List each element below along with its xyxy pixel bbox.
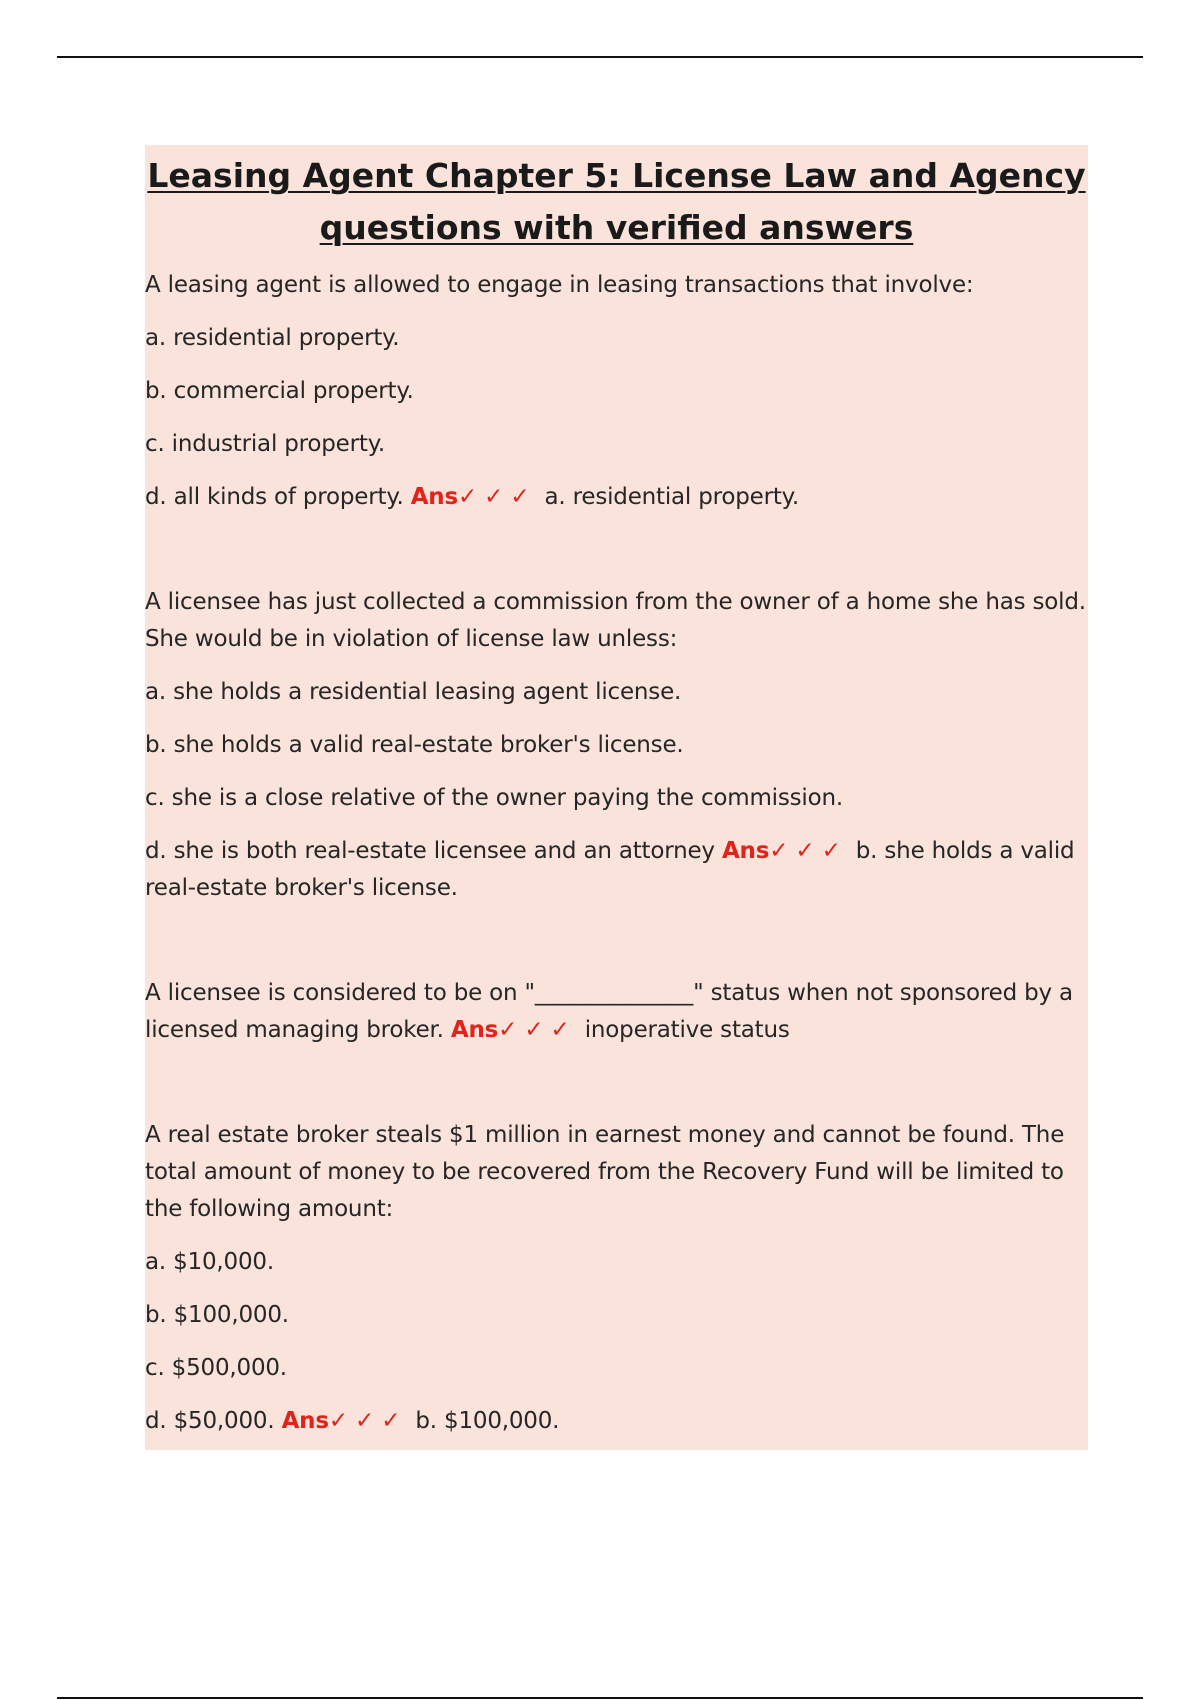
option-d-with-answer — [145, 833, 1088, 907]
answer-text: inoperative status — [584, 1017, 790, 1043]
answer-marker: Ans — [721, 838, 770, 864]
check-icons: ✓ ✓ ✓ — [457, 484, 530, 510]
answer-marker: Ans — [450, 1017, 499, 1043]
content-panel — [145, 145, 1088, 1450]
question-stem: A licensee has just collected a commission from the owner of a home she has sold. She would be in violation of license law unless: — [145, 589, 1086, 652]
question-stem: A licensee is considered to be on "______________" status when not sponsored by a licensed managing broker. — [145, 980, 1073, 1043]
check-icons: ✓ ✓ ✓ — [328, 1408, 401, 1434]
answer-marker: Ans — [281, 1408, 329, 1434]
check-icons: ✓ ✓ ✓ — [498, 1017, 570, 1043]
option-d-with-answer — [145, 1403, 1088, 1440]
question-block-1 — [145, 267, 1088, 516]
title-line-1: Leasing Agent Chapter 5: License Law and Agency — [147, 156, 1086, 195]
option-c: c. she is a close relative of the owner paying the commission. — [145, 785, 843, 811]
option-d-with-answer — [145, 479, 1088, 516]
answer-text: b. she holds a valid real-estate broker's license. — [145, 838, 1075, 901]
document-title — [145, 145, 1088, 254]
option-d: d. $50,000. — [145, 1408, 275, 1434]
check-icons: ✓ ✓ ✓ — [769, 838, 841, 864]
option-d: d. all kinds of property. — [145, 484, 404, 510]
option-b: b. commercial property. — [145, 378, 414, 404]
option-a: a. residential property. — [145, 325, 400, 351]
question-block-4 — [145, 1117, 1088, 1440]
option-a: a. she holds a residential leasing agent license. — [145, 679, 682, 705]
question-stem: A real estate broker steals $1 million in earnest money and cannot be found. The total amount of money to be recovered from the Recovery Fund will be limited to the following amount: — [145, 1122, 1065, 1222]
question-stem-with-answer — [145, 975, 1088, 1049]
option-a: a. $10,000. — [145, 1249, 274, 1275]
option-d: d. she is both real-estate licensee and an attorney — [145, 838, 715, 864]
option-b: b. $100,000. — [145, 1302, 289, 1328]
footer-rule — [57, 1697, 1143, 1699]
title-line-2: questions with verified answers — [319, 208, 914, 247]
question-stem: A leasing agent is allowed to engage in leasing transactions that involve: — [145, 272, 974, 298]
question-block-3 — [145, 975, 1088, 1049]
answer-text: b. $100,000. — [415, 1408, 560, 1434]
option-c: c. $500,000. — [145, 1355, 287, 1381]
option-b: b. she holds a valid real-estate broker's license. — [145, 732, 684, 758]
header-rule — [57, 56, 1143, 58]
answer-text: a. residential property. — [544, 484, 799, 510]
option-c: c. industrial property. — [145, 431, 385, 457]
answer-marker: Ans — [410, 484, 458, 510]
question-block-2 — [145, 584, 1088, 907]
